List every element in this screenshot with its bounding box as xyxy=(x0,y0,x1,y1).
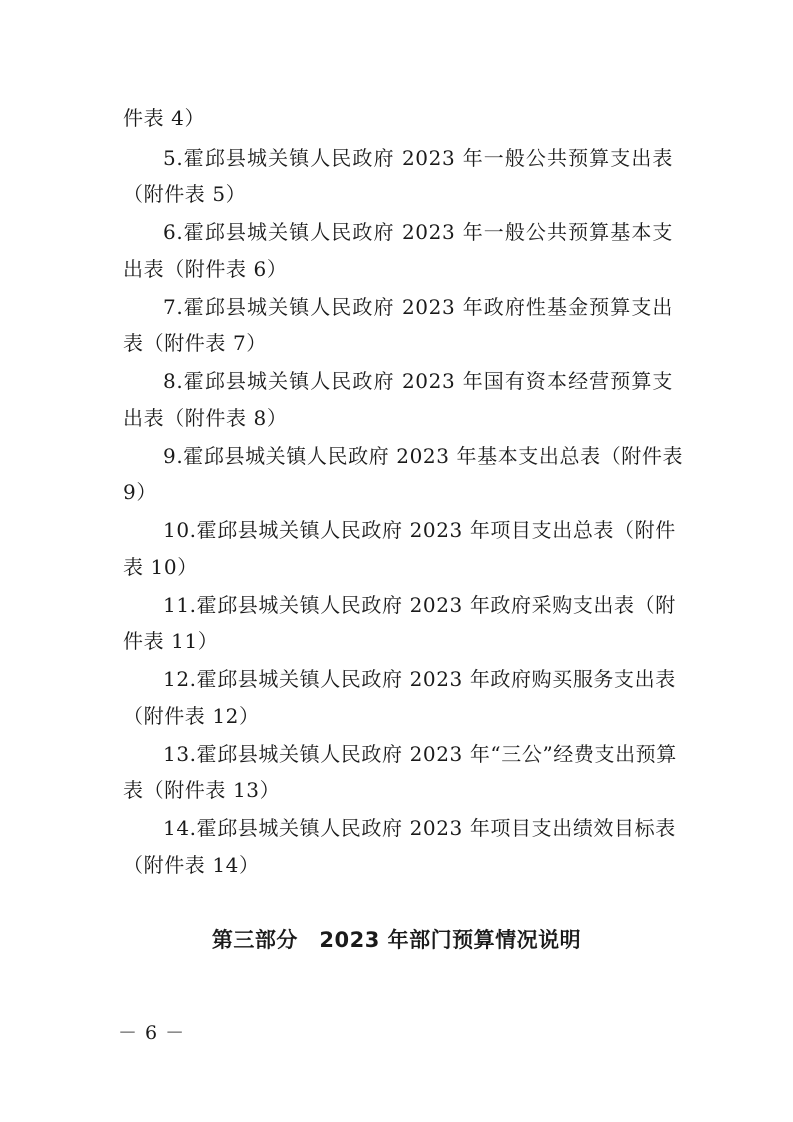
list-item-9-line-1: 9.霍邱县城关镇人民政府 2023 年基本支出总表（附件表 xyxy=(163,444,684,468)
list-item-8-line-1: 8.霍邱县城关镇人民政府 2023 年国有资本经营预算支 xyxy=(163,369,673,393)
list-item-12-line-1: 12.霍邱县城关镇人民政府 2023 年政府购买服务支出表 xyxy=(163,667,676,691)
list-item-5-line-1: 5.霍邱县城关镇人民政府 2023 年一般公共预算支出表 xyxy=(163,146,673,170)
list-item-14-line-2: （附件表 14） xyxy=(123,853,260,877)
list-item-7-line-2: 表（附件表 7） xyxy=(123,331,267,355)
list-item-9-line-2: 9） xyxy=(123,480,157,504)
section-heading: 第三部分 2023 年部门预算情况说明 xyxy=(211,928,582,952)
list-item-10-line-1: 10.霍邱县城关镇人民政府 2023 年项目支出总表（附件 xyxy=(163,518,676,542)
list-item-11-line-1: 11.霍邱县城关镇人民政府 2023 年政府采购支出表（附 xyxy=(163,593,676,617)
list-item-6-line-1: 6.霍邱县城关镇人民政府 2023 年一般公共预算基本支 xyxy=(163,220,673,244)
text-line: 件表 4） xyxy=(123,106,206,130)
list-item-5-line-2: （附件表 5） xyxy=(123,182,247,206)
list-item-6-line-2: 出表（附件表 6） xyxy=(123,257,288,281)
list-item-14-line-1: 14.霍邱县城关镇人民政府 2023 年项目支出绩效目标表 xyxy=(163,816,676,840)
list-item-7-line-1: 7.霍邱县城关镇人民政府 2023 年政府性基金预算支出 xyxy=(163,295,673,319)
list-item-13-line-1: 13.霍邱县城关镇人民政府 2023 年“三公”经费支出预算 xyxy=(163,742,677,766)
list-item-10-line-2: 表 10） xyxy=(123,555,198,579)
page-number: － 6 － xyxy=(118,1022,186,1044)
list-item-8-line-2: 出表（附件表 8） xyxy=(123,406,288,430)
list-item-13-line-2: 表（附件表 13） xyxy=(123,778,281,802)
list-item-11-line-2: 件表 11） xyxy=(123,629,219,653)
list-item-12-line-2: （附件表 12） xyxy=(123,704,260,728)
